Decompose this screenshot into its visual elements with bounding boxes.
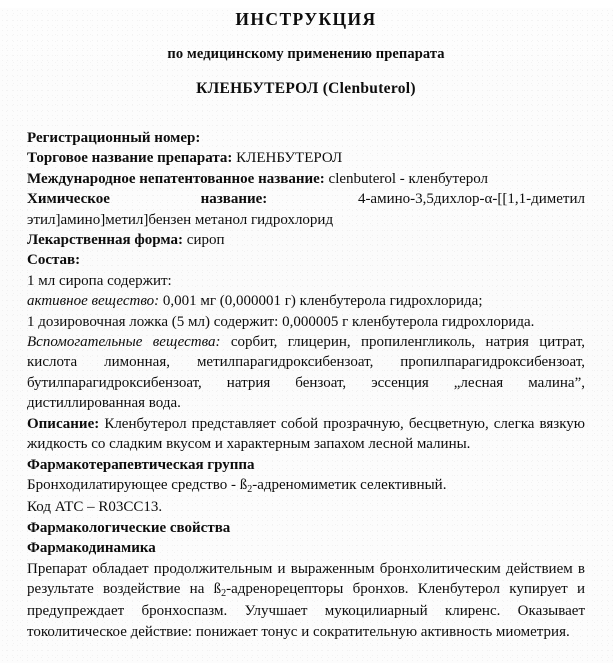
pharmacodynamics-paragraph: [27, 559, 585, 643]
chemical-name-line: [27, 189, 585, 209]
inn-line: [27, 169, 585, 189]
document-body: [27, 128, 585, 642]
active-substance-value: 0,001 мг (0,000001 г) кленбутерола гидрохлорида;: [162, 293, 483, 310]
trade-name-value: КЛЕНБУТЕРОЛ: [236, 150, 343, 167]
excipients-paragraph: [27, 332, 585, 414]
title-block: [27, 8, 585, 99]
page-title: ИНСТРУКЦИЯ: [235, 9, 377, 29]
pharmacotherapeutic-subscript: 2: [247, 483, 253, 495]
registration-number-line: [27, 128, 585, 148]
composition-heading-label: Состав:: [27, 252, 81, 269]
description-label: Описание:: [27, 415, 100, 432]
registration-number-label: Регистрационный номер:: [27, 130, 201, 146]
active-substance-label: активное вещество:: [27, 293, 160, 310]
trade-name-line: [27, 148, 585, 168]
pharmacological-properties-heading-label: Фармакологические свойства: [27, 519, 231, 536]
pharmacodynamics-subscript: 2: [221, 587, 227, 599]
inn-label: Международное непатентованное название:: [27, 170, 325, 187]
product-name-heading: КЛЕНБУТЕРОЛ (Clenbuterol): [196, 80, 416, 97]
excipients-label: Вспомогательные вещества:: [27, 334, 221, 351]
dosage-form-label: Лекарственная форма:: [27, 232, 184, 249]
pharmacotherapeutic-group-heading-label: Фармакотерапевтическая группа: [27, 456, 255, 473]
pharmacodynamics-heading: [27, 538, 585, 558]
pharmacodynamics-heading-label: Фармакодинамика: [27, 540, 156, 557]
description-value: Кленбутерол представляет собой прозрачную, бесцветную, слегка вязкую жидкость со сладким вкусом и характерным запахом лесной малины.: [27, 415, 586, 453]
excipients-value: сорбит, глицерин, пропиленгликоль, натрия цитрат, кислота лимонная, метилпарагидроксибензоат, пропилпарагидроксибензоат, бутилпарагидроксибензоат, натрия бензоат, эссенция „лесная малина”, дистиллированная вода.: [27, 334, 586, 412]
composition-heading: [27, 250, 585, 270]
pharmacotherapeutic-group-heading: [27, 455, 585, 475]
dosage-form-line: [27, 230, 585, 250]
active-substance-line: [27, 291, 585, 311]
document-page: [0, 8, 613, 663]
atc-code-line: Код АТС – R03CC13.: [27, 499, 163, 516]
pharmacodynamics-text-part2: -адренорецепторы бронхов. Кленбутерол купирует и предупреждает бронхоспазм. Улучшает мукоцилиарный клиренс. Оказывает токолитическое действие: понижает тонус и сократительную активность миометрия.: [27, 580, 585, 640]
pharmacological-properties-heading: [27, 518, 585, 538]
chemical-name-label-part2: название:: [200, 191, 268, 208]
pharmacodynamics-text-part1: Препарат обладает продолжительным и выраженным бронхолитическим действием в результате воздействие на ß: [27, 560, 585, 597]
pharmacotherapeutic-text-after: -адреномиметик селективный.: [252, 476, 447, 493]
trade-name-label: Торговое название препарата:: [27, 150, 233, 167]
description-paragraph: [27, 414, 585, 455]
dosage-form-value: сироп: [186, 232, 225, 249]
dosing-spoon-text: 1 дозировочная ложка (5 мл) содержит: 0,000005 г кленбутерола гидрохлорида.: [27, 313, 535, 330]
pharmacotherapeutic-text-before: Бронходилатирующее средство - ß: [27, 476, 248, 493]
pharmacotherapeutic-group-text: [27, 475, 585, 497]
chemical-name-continuation: этил]амино]метил]бензен метанол гидрохлорид: [27, 211, 334, 228]
chemical-name-value-first-line: 4-амино-3,5дихлор-α-[[1,1-диметил: [357, 191, 585, 208]
inn-value: clenbuterol - кленбутерол: [328, 170, 489, 187]
chemical-name-label-part1: Химическое: [27, 191, 110, 208]
composition-basis: 1 мл сиропа содержит:: [27, 272, 172, 289]
document-subtitle: по медицинскому применению препарата: [167, 46, 445, 62]
